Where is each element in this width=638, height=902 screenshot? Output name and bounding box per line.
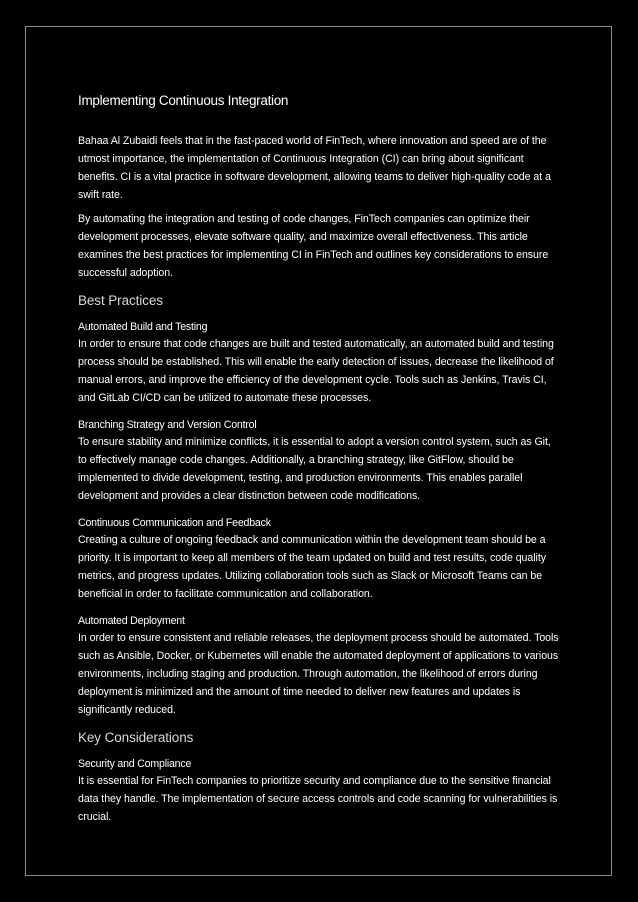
document-body: [78, 92, 562, 837]
intro-paragraph-2: By automating the integration and testing of code changes, FinTech companies can optimize their development processes, elevate software quality, and maximize overall effectiveness. This article examines the best practices for implementing CI in FinTech and outlines key considerations to ensure successful adoption.: [78, 213, 549, 279]
key-considerations-heading: Key Considerations: [78, 730, 194, 745]
practice-branching-strategy: [78, 418, 562, 505]
consideration-security-compliance: [78, 757, 562, 826]
intro-paragraph-1: Bahaa Al Zubaidi feels that in the fast-paced world of FinTech, where innovation and speed are of the utmost importance, the implementation of Continuous Integration (CI) can bring about significant benefits. CI is a vital practice in software development, allowing teams to deliver high-quality code at a swift rate.: [78, 135, 551, 201]
practice-title: Automated Deployment: [78, 615, 185, 627]
practice-automated-deployment: [78, 614, 562, 719]
practice-title: Branching Strategy and Version Control: [78, 419, 257, 431]
practice-automated-build: [78, 320, 562, 407]
best-practices-heading: Best Practices: [78, 293, 163, 308]
practice-title: Automated Build and Testing: [78, 321, 208, 333]
practice-continuous-communication: [78, 516, 562, 603]
consideration-body: It is essential for FinTech companies to prioritize security and compliance due to the sensitive financial data they handle. The implementation of secure access controls and code scanning for vulnerabilities is crucial.: [78, 775, 558, 823]
practice-body: In order to ensure that code changes are built and tested automatically, an automated build and testing process should be established. This will enable the early detection of issues, decrease the likelihood of manual errors, and improve the efficiency of the development cycle. Tools such as Jenkins, Travis CI, and GitLab CI/CD can be utilized to automate these processes.: [78, 338, 554, 404]
consideration-title: Security and Compliance: [78, 758, 192, 770]
practice-title: Continuous Communication and Feedback: [78, 517, 271, 529]
practice-body: Creating a culture of ongoing feedback and communication within the development team should be a priority. It is important to keep all members of the team updated on build and test results, code quality metrics, and progress updates. Utilizing collaboration tools such as Slack or Microsoft Teams can be beneficial in order to facilitate communication and collaboration.: [78, 534, 546, 600]
practice-body: In order to ensure consistent and reliable releases, the deployment process should be automated. Tools such as Ansible, Docker, or Kubernetes will enable the automated deployment of applications to various environments, including staging and production. Through automation, the likelihood of errors during deployment is minimized and the amount of time needed to deliver new features and updates is significantly reduced.: [78, 632, 559, 716]
document-title: Implementing Continuous Integration: [78, 93, 289, 108]
practice-body: To ensure stability and minimize conflicts, it is essential to adopt a version control system, such as Git, to effectively manage code changes. Additionally, a branching strategy, like GitFlow, should be implemented to divide development, testing, and production environments. This enables parallel development and provides a clear distinction between code modifications.: [78, 436, 551, 502]
